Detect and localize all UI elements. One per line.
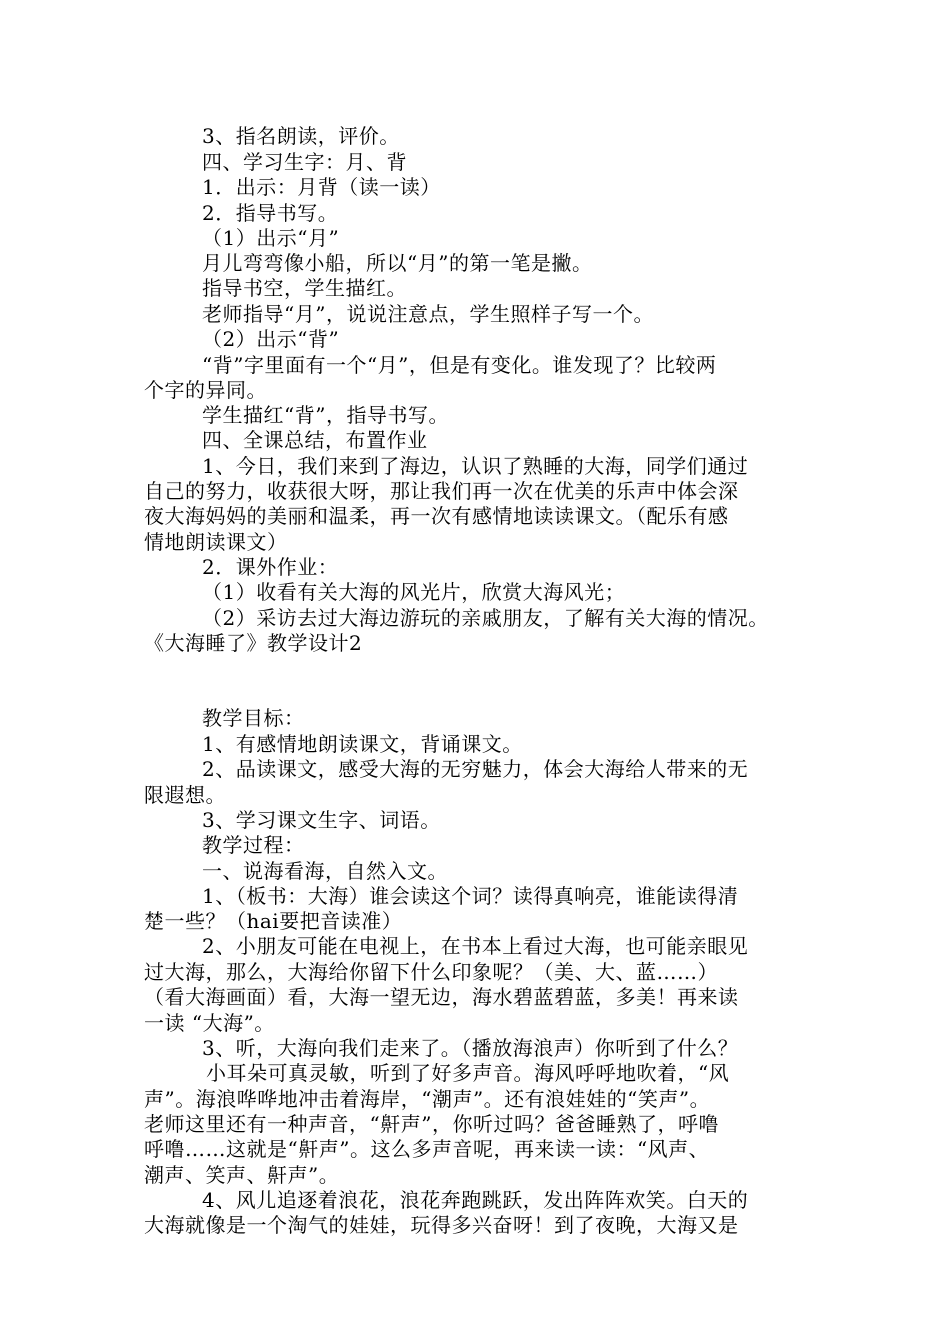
text-line: 老师指导“月”，说说注意点，学生照样子写一个。: [202, 302, 654, 326]
text-line: 自己的努力，收获很大呀，那让我们再一次在优美的乐声中体会深: [144, 479, 739, 503]
text-line: 潮声、笑声、鼾声”。: [144, 1163, 340, 1187]
text-line: 1、今日，我们来到了海边，认识了熟睡的大海，同学们通过: [202, 454, 749, 478]
text-line: 1、有感情地朗读课文，背诵课文。: [202, 732, 523, 756]
text-line: 大海就像是一个淘气的娃娃，玩得多兴奋呀！到了夜晚，大海又是: [144, 1213, 739, 1237]
text-line: （1）出示“月”: [202, 226, 340, 250]
text-line: 教学过程：: [202, 833, 305, 857]
text-line: 夜大海妈妈的美丽和温柔，再一次有感情地读读课文。（配乐有感: [144, 504, 729, 528]
text-line: 呼噜……这就是“鼾声”。这么多声音呢，再来读一读：“风声、: [144, 1137, 710, 1161]
text-line: 过大海，那么，大海给你留下什么印象呢？（美、大、蓝……）: [144, 960, 718, 984]
text-line: 一读 “大海”。: [144, 1011, 275, 1035]
text-line: 个字的异同。: [144, 378, 267, 402]
text-line: 声”。海浪哗哗地冲击着海岸，“潮声”。还有浪娃娃的“笑声”。: [144, 1087, 711, 1111]
text-line: 小耳朵可真灵敏，听到了好多声音。海风呼呼地吹着，“风: [206, 1061, 730, 1085]
text-line: （2）出示“背”: [202, 327, 340, 351]
text-line: 4、风儿追逐着浪花，浪花奔跑跳跃，发出阵阵欢笑。白天的: [202, 1188, 749, 1212]
text-line: 2、小朋友可能在电视上，在书本上看过大海，也可能亲眼见: [202, 934, 749, 958]
text-line: 一、说海看海，自然入文。: [202, 859, 448, 883]
text-line: 教学目标：: [202, 706, 305, 730]
text-line: 情地朗读课文）: [144, 530, 288, 554]
text-line: 2．课外作业：: [202, 555, 339, 579]
text-line: 学生描红“背”，指导书写。: [202, 403, 449, 427]
text-line: 楚一些？（hai要把音读准）: [144, 909, 403, 933]
text-line: 四、全课总结，布置作业: [202, 428, 428, 452]
text-line: （2）采访去过大海边游玩的亲戚朋友，了解有关大海的情况。: [202, 606, 769, 630]
text-line: （看大海画面）看，大海一望无边，海水碧蓝碧蓝，多美！再来读: [144, 985, 739, 1009]
text-line: 3、听，大海向我们走来了。（播放海浪声）你听到了什么？: [202, 1036, 739, 1060]
text-line: 2、品读课文，感受大海的无穷魅力，体会大海给人带来的无: [202, 757, 749, 781]
text-line: 《大海睡了》教学设计2: [144, 631, 363, 655]
text-line: 1、（板书：大海）谁会读这个词？读得真响亮，谁能读得清: [202, 884, 739, 908]
text-line: “背”字里面有一个“月”，但是有变化。谁发现了？比较两: [202, 353, 717, 377]
text-line: 月儿弯弯像小船，所以“月”的第一笔是撇。: [202, 251, 593, 275]
text-line: 四、学习生字：月、背: [202, 150, 407, 174]
text-line: 限遐想。: [144, 783, 226, 807]
text-line: 3、学习课文生字、词语。: [202, 808, 441, 832]
text-line: 3、指名朗读，评价。: [202, 124, 400, 148]
text-line: 2．指导书写。: [202, 201, 339, 225]
text-line: 老师这里还有一种声音，“鼾声”，你听过吗？爸爸睡熟了，呼噜: [144, 1112, 719, 1136]
text-line: 1．出示：月背（读一读）: [202, 175, 441, 199]
text-line: （1）收看有关大海的风光片，欣赏大海风光；: [202, 580, 626, 604]
text-line: 指导书空，学生描红。: [202, 276, 407, 300]
